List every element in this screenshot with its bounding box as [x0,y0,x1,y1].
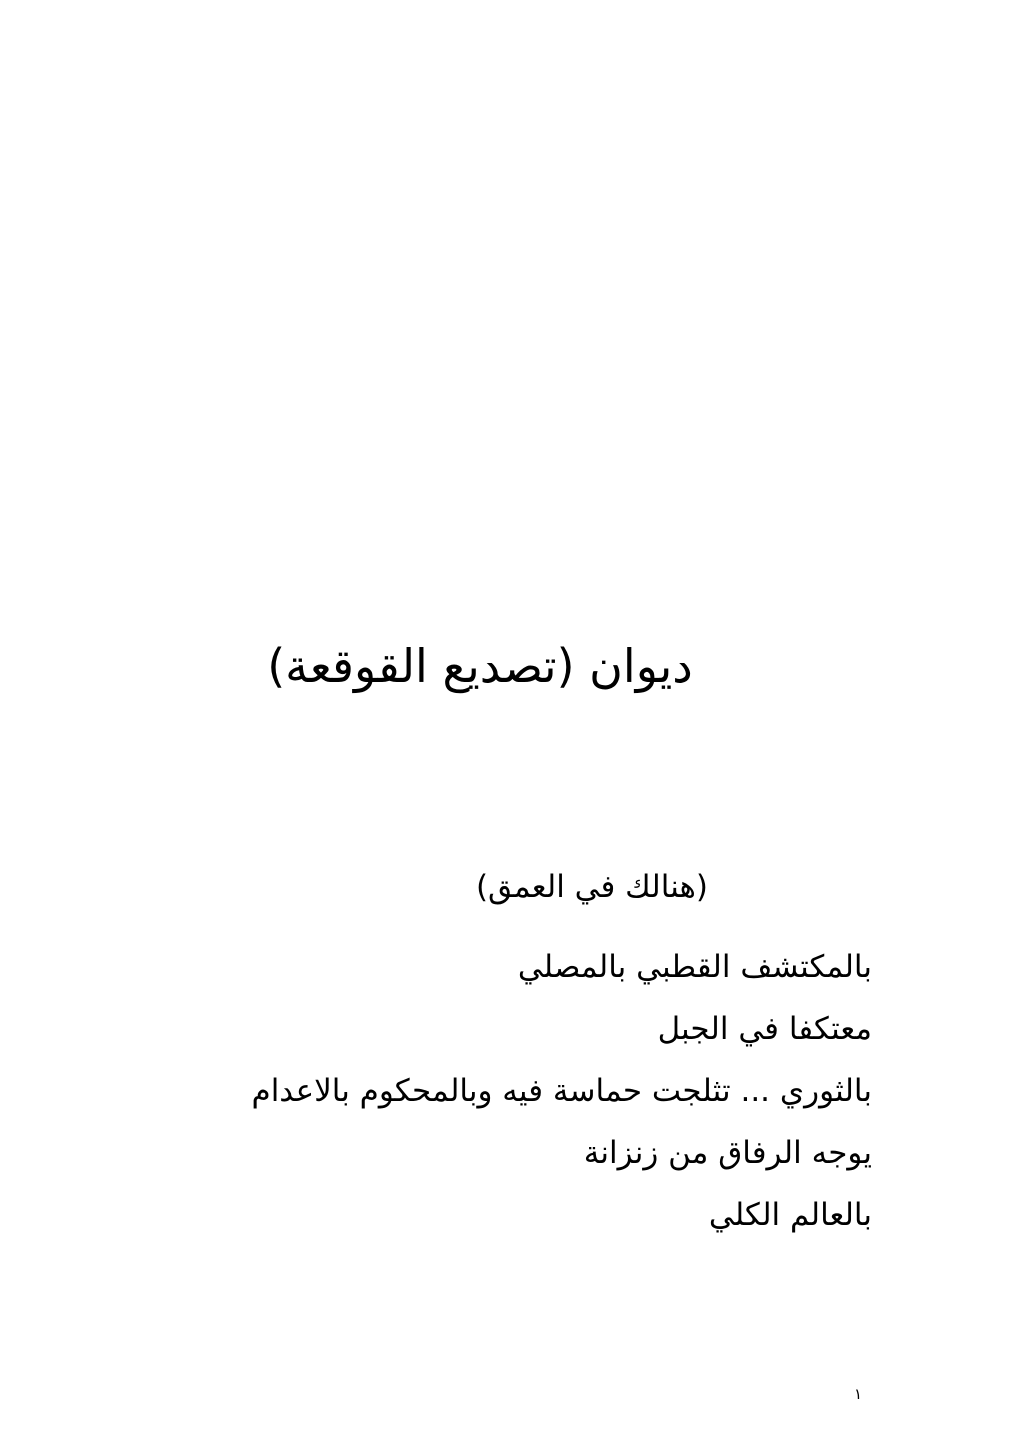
poem-line: يوجه الرفاق من زنزانة [583,1135,872,1171]
poem-line: بالعالم الكلي [708,1197,872,1233]
collection-title: ديوان (تصديع القوقعة) [267,639,693,693]
poem-line: بالمكتشف القطبي بالمصلي [517,949,872,985]
poem-line: معتكفا في الجبل [657,1011,872,1047]
poem-title: (هنالك في العمق) [475,869,708,905]
page-number: ١ [853,1385,863,1403]
poem-lines [192,936,872,1246]
poem-line: بالثوري ... تثلجت حماسة فيه وبالمحكوم بالاعدام [251,1073,872,1109]
